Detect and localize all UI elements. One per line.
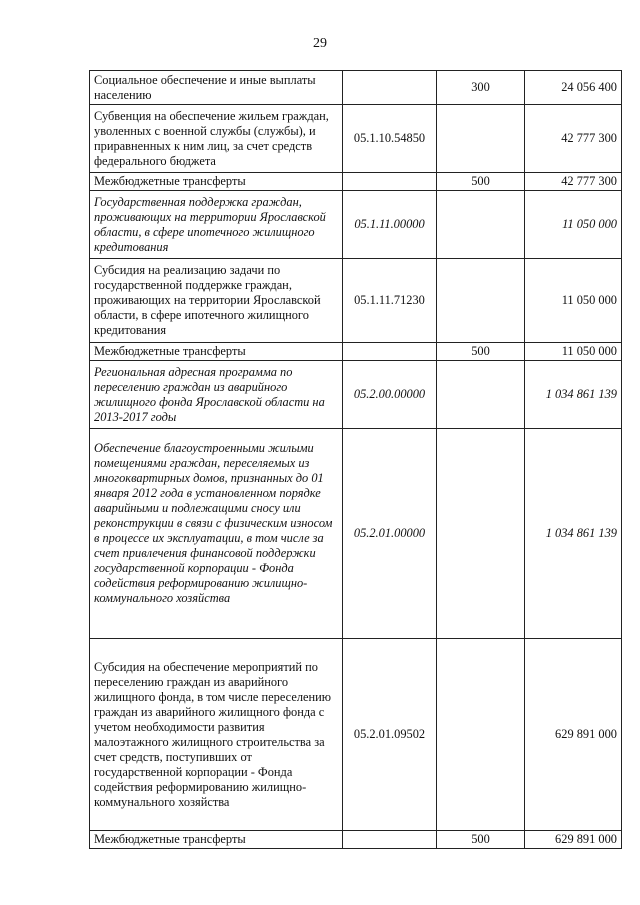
row-code: 05.2.00.00000: [343, 361, 437, 429]
row-name: Обеспечение благоустроенными жилыми помещениями граждан, переселяемых из многоквартирных домов, признанных до 01 января 2012 года в установленном порядке аварийными и подлежащими сносу или реконструкции в связи с физическим износом в процессе их эксплуатации, в том числе за счет привлечения финансовой поддержки государственной корпорации - Фонда содействия реформированию жилищно-коммунального хозяйства: [90, 429, 343, 639]
row-code: 05.1.11.00000: [343, 191, 437, 259]
row-amount: 1 034 861 139: [525, 361, 622, 429]
row-code: [343, 831, 437, 849]
row-code: 05.2.01.00000: [343, 429, 437, 639]
page-number: 29: [313, 36, 327, 51]
row-amount: 629 891 000: [525, 831, 622, 849]
row-name: Субсидия на реализацию задачи по государственной поддержке граждан, проживающих на территории Ярославской области, в сфере ипотечного жилищного кредитования: [90, 259, 343, 343]
row-amount: 11 050 000: [525, 259, 622, 343]
row-code: 05.2.01.09502: [343, 639, 437, 831]
table-row: [90, 343, 622, 361]
row-amount: 629 891 000: [525, 639, 622, 831]
row-expense-type: 300: [437, 71, 525, 105]
row-name: Межбюджетные трансферты: [90, 343, 343, 361]
row-expense-type: [437, 429, 525, 639]
row-name: Межбюджетные трансферты: [90, 173, 343, 191]
table-row: [90, 259, 622, 343]
row-amount: 1 034 861 139: [525, 429, 622, 639]
table-row: [90, 191, 622, 259]
row-name: Региональная адресная программа по переселению граждан из аварийного жилищного фонда Ярославской области на 2013-2017 годы: [90, 361, 343, 429]
table-row: [90, 639, 622, 831]
row-expense-type: [437, 639, 525, 831]
table-row: [90, 429, 622, 639]
row-amount: 11 050 000: [525, 343, 622, 361]
row-code: 05.1.11.71230: [343, 259, 437, 343]
row-expense-type: [437, 259, 525, 343]
row-expense-type: 500: [437, 173, 525, 191]
row-expense-type: 500: [437, 343, 525, 361]
table-row: [90, 173, 622, 191]
table-row: [90, 831, 622, 849]
table-row: [90, 71, 622, 105]
row-name: Государственная поддержка граждан, проживающих на территории Ярославской области, в сфере ипотечного жилищного кредитования: [90, 191, 343, 259]
row-expense-type: [437, 361, 525, 429]
row-expense-type: [437, 105, 525, 173]
row-name: Субвенция на обеспечение жильем граждан, уволенных с военной службы (службы), и приравненных к ним лиц, за счет средств федерального бюджета: [90, 105, 343, 173]
row-amount: 24 056 400: [525, 71, 622, 105]
budget-table: [89, 70, 622, 849]
row-code: [343, 343, 437, 361]
table-row: [90, 361, 622, 429]
row-name: Субсидия на обеспечение мероприятий по переселению граждан из аварийного жилищного фонда, в том числе переселению граждан из аварийного жилищного фонда с учетом необходимости развития малоэтажного жилищного строительства за счет средств, поступивших от государственной корпорации - Фонда содействия реформированию жилищно-коммунального хозяйства: [90, 639, 343, 831]
row-amount: 11 050 000: [525, 191, 622, 259]
row-amount: 42 777 300: [525, 173, 622, 191]
table-row: [90, 105, 622, 173]
row-code: [343, 71, 437, 105]
row-expense-type: [437, 191, 525, 259]
row-code: [343, 173, 437, 191]
row-expense-type: 500: [437, 831, 525, 849]
row-amount: 42 777 300: [525, 105, 622, 173]
row-code: 05.1.10.54850: [343, 105, 437, 173]
row-name: Межбюджетные трансферты: [90, 831, 343, 849]
row-name: Социальное обеспечение и иные выплаты населению: [90, 71, 343, 105]
